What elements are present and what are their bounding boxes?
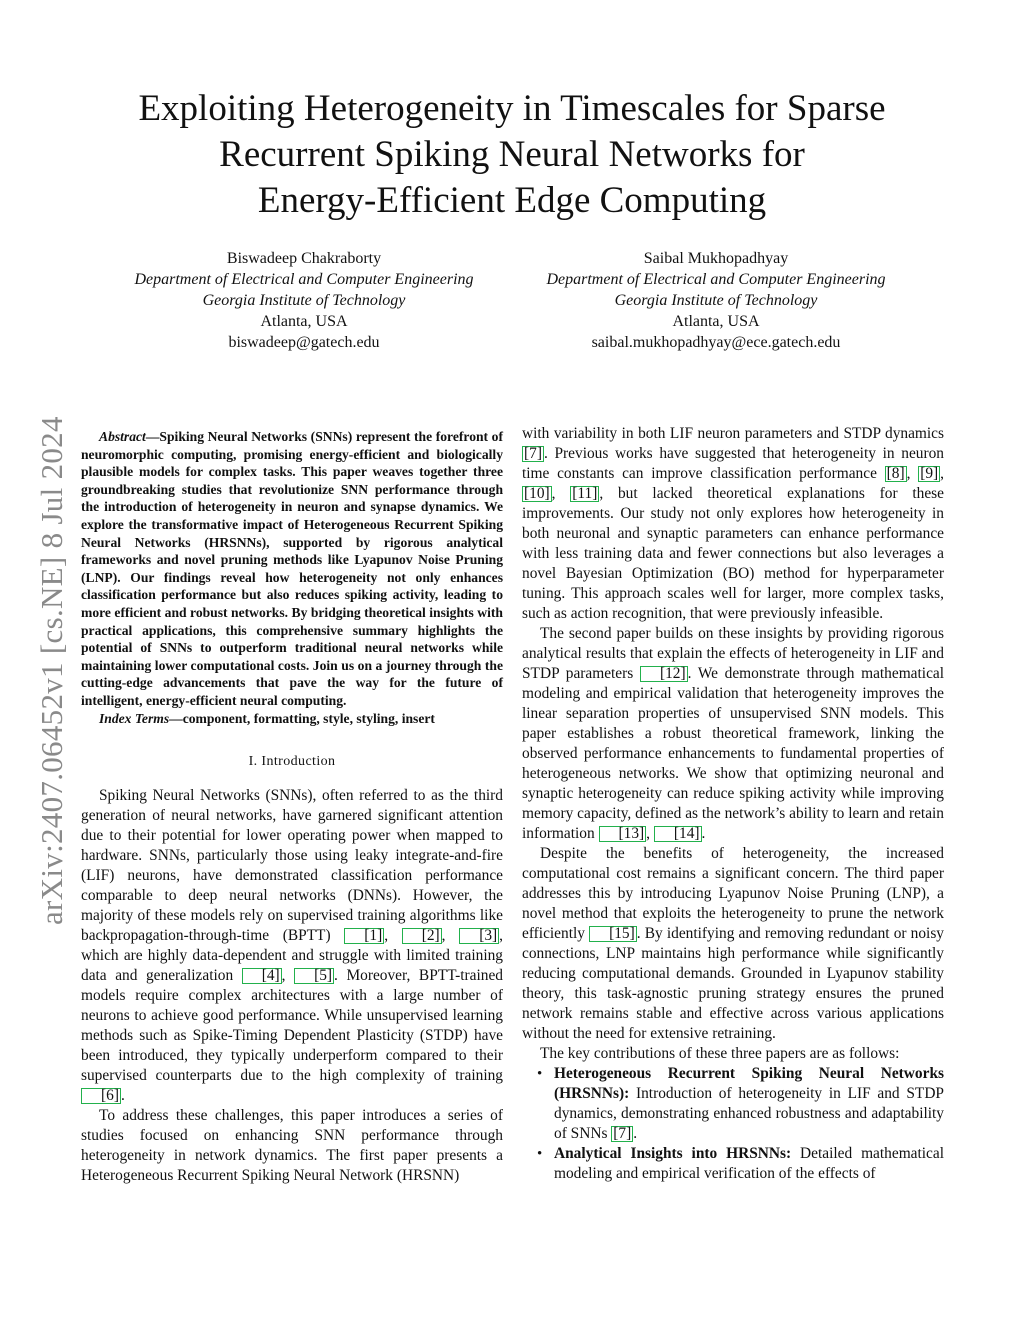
author-institution: Georgia Institute of Technology — [614, 292, 818, 309]
abstract-text: Spiking Neural Networks (SNNs) represent the forefront of neuromorphic computing, promising energy-efficient and biologically plausible models for complex tasks. This paper weaves together three groundbreaking studies that revolutionize SNN performance through the introduction of heterogeneity in neuron and synapse dynamics. We explore the transformative impact of Heterogeneous Recurrent Spiking Neural Networks (HRSNNs), supported by rigorous analytical frameworks and novel pruning methods like Lyapunov Noise Pruning (LNP). Our findings reveal how heterogeneity not only enhances classification performance but also reduces spiking activity, leading to more efficient and robust networks. By bridging theoretical insights with practical applications, this comprehensive summary highlights the potential of SNNs to outperform traditional neural networks while maintaining lower computational costs. Join us on a journey through the cutting-edge advancements that pave the way for the future of intelligent, energy-efficient neural computing. — [81, 429, 503, 708]
contribution-text: Detailed mathematical modeling and empirical verification of the effects of — [554, 1145, 944, 1182]
citation-link[interactable]: [13] — [599, 826, 647, 842]
arxiv-stamp: arXiv:2407.06452v1 [cs.NE] 8 Jul 2024 — [34, 416, 69, 925]
abstract-label: Abstract — [99, 429, 146, 444]
citation-link[interactable]: [7] — [524, 445, 542, 462]
abstract — [81, 428, 503, 710]
author-name: Saibal Mukhopadhyay — [643, 250, 789, 267]
title-line: Exploiting Heterogeneity in Timescales for Sparse — [138, 88, 886, 129]
body-paragraph: Spiking Neural Networks (SNNs), often referred to as the third generation of neural networks, have garnered significant attention due to their potential for lower operating power when mapped to hardware. SNNs, particularly those using leaky integrate-and-fire (LIF) neurons, have demonstrated classification performance comparable to deep neural networks (DNNs). However, the majority of these models rely on supervised training algorithms like backpropagation-through-time (BPTT) [1] , [2] , [3] , which are highly data-dependent and struggle with limited training data and generalization [4] , [5] . Moreover, BPTT-trained models require complex architectures with a large number of neurons to achieve good performance. While unsupervised learning methods such as Spike-Timing Dependent Plasticity (STDP) have been introduced, they typically underperform compared to their supervised counterparts due to the high complexity of training [6] . — [81, 786, 504, 1104]
author-city: Atlanta, USA — [672, 313, 760, 330]
author-block-2 — [516, 248, 916, 353]
body-paragraph: To address these challenges, this paper introduces a series of studies focused on enhancing SNN performance through heterogeneity in network dynamics. The first paper presents a Heterogeneous Recurrent Spiking Neural Network (HRSNN) — [81, 1106, 503, 1184]
citation-link[interactable]: [3] — [459, 928, 499, 944]
title-line: Energy-Efficient Edge Computing — [257, 180, 767, 221]
contribution-text: Introduction of heterogeneity in LIF and STDP dynamics, demonstrating enhanced robustness and adaptability of SNNs [7] . — [554, 1085, 944, 1142]
index-terms-label: Index Terms — [99, 710, 170, 726]
citation-link[interactable]: [6] — [81, 1088, 121, 1104]
body-paragraph: with variability in both LIF neuron parameters and STDP dynamics [7] . Previous works have suggested that heterogeneity in neuron time constants can improve classification performance [8] , [9] , [10] , [11] , but lacked theoretical explanations for these improvements. Our study not only explores how heterogeneity in both neuronal and synaptic parameters can enhance performance with less training data and fewer connections but also leverages a novel Bayesian Optimization (BO) method for hyperparameter tuning. This approach scales well for larger, more complex tasks, such as action recognition, that were previously infeasible. — [522, 425, 944, 622]
citation-link[interactable]: [1] — [344, 928, 384, 944]
citation-link[interactable]: [5] — [294, 968, 334, 984]
left-column — [81, 424, 503, 1186]
author-city: Atlanta, USA — [260, 313, 348, 330]
paper-title — [60, 86, 964, 224]
author-institution: Georgia Institute of Technology — [202, 292, 406, 309]
citation-link[interactable]: [8] — [886, 465, 905, 482]
body-paragraph: The second paper builds on these insights by providing rigorous analytical results that explain the effects of heterogeneity in LIF and STDP parameters [12] . We demonstrate through mathematical modeling and empirical validation that heterogeneity improves the linear separation properties of unsupervised SNN models. This paper establishes a robust theoretical framework, linking the observed performance enhancements to fundamental properties of heterogeneous networks. We show that optimizing neuronal and synaptic heterogeneity can reduce spiking activity while improving memory capacity, defined as the network’s ability to learn and retain information [13] , [14] . — [522, 625, 945, 842]
author-email: biswadeep@gatech.edu — [228, 334, 380, 351]
section-heading: I. Introduction — [248, 753, 336, 769]
index-terms — [81, 710, 503, 728]
citation-link[interactable]: [7] — [613, 1125, 632, 1142]
citation-link[interactable]: [4] — [242, 968, 282, 984]
contribution-heading: Heterogeneous Recurrent Spiking Neural Networks (HRSNNs): — [554, 1065, 944, 1102]
author-department: Department of Electrical and Computer Engineering — [134, 271, 474, 288]
body-paragraph: Despite the benefits of heterogeneity, the increased computational cost remains a significant concern. The third paper addresses this by introducing Lyapunov Noise Pruning (LNP), a novel method that exploits the heterogeneity to prune the network efficiently [15] . By identifying and removing redundant or noisy connections, LNP maintains high performance while significantly reducing computational demands. Grounded in Lyapunov stability theory, this task-agnostic pruning strategy ensures the pruned network remains stable and effective across various applications without the need for extensive retraining. — [522, 845, 945, 1042]
citation-link[interactable]: [14] — [654, 826, 702, 842]
body-paragraph: The key contributions of these three papers are as follows: — [540, 1045, 900, 1062]
contribution-heading: Analytical Insights into HRSNNs: — [554, 1145, 792, 1162]
right-column — [522, 424, 944, 1184]
author-email: saibal.mukhopadhyay@ece.gatech.edu — [591, 334, 841, 351]
citation-link[interactable]: [9] — [920, 465, 939, 482]
citation-link[interactable]: [15] — [589, 926, 637, 942]
author-name: Biswadeep Chakraborty — [226, 250, 382, 267]
list-item — [554, 1064, 944, 1144]
title-line: Recurrent Spiking Neural Networks for — [219, 134, 805, 175]
index-terms-text: —component, formatting, style, styling, insert — [169, 710, 435, 726]
citation-link[interactable]: [12] — [640, 666, 688, 682]
citation-link[interactable]: [10] — [524, 485, 550, 502]
list-item — [554, 1144, 944, 1184]
citation-link[interactable]: [2] — [402, 928, 442, 944]
contributions-list — [522, 1064, 944, 1184]
abstract-dash: — — [145, 429, 160, 444]
author-block-1 — [104, 248, 504, 353]
citation-link[interactable]: [11] — [572, 485, 598, 502]
author-department: Department of Electrical and Computer Engineering — [546, 271, 886, 288]
